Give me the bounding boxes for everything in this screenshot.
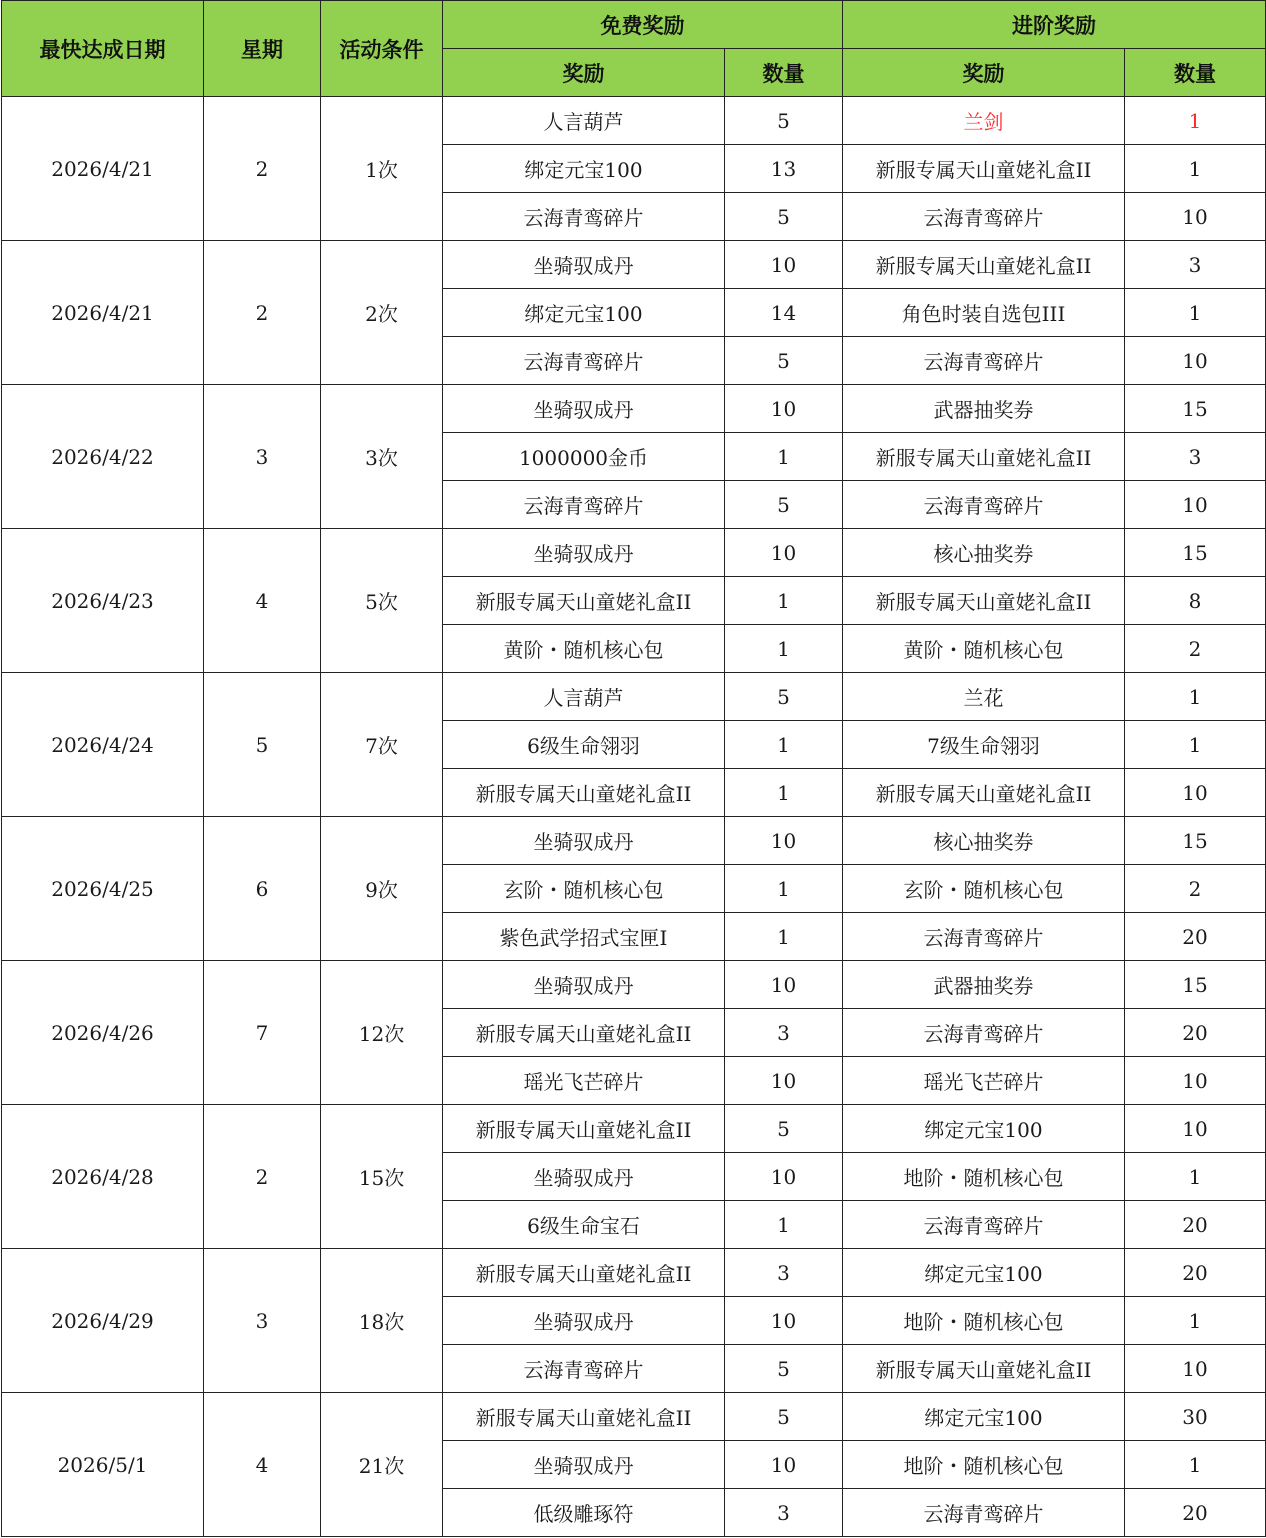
free-quantity-cell: 10 bbox=[725, 1057, 843, 1105]
advanced-reward-cell: 核心抽奖券 bbox=[843, 529, 1125, 577]
free-quantity-cell: 1 bbox=[725, 769, 843, 817]
free-reward-cell: 坐骑驭成丹 bbox=[443, 961, 725, 1009]
advanced-quantity-cell: 10 bbox=[1125, 1345, 1266, 1393]
free-reward-cell: 绑定元宝100 bbox=[443, 145, 725, 193]
advanced-reward-cell: 云海青鸾碎片 bbox=[843, 481, 1125, 529]
free-quantity-cell: 13 bbox=[725, 145, 843, 193]
advanced-reward-cell: 绑定元宝100 bbox=[843, 1393, 1125, 1441]
weekday-cell: 4 bbox=[204, 1393, 321, 1537]
free-quantity-cell: 10 bbox=[725, 817, 843, 865]
free-quantity-cell: 10 bbox=[725, 1153, 843, 1201]
advanced-reward-cell: 武器抽奖券 bbox=[843, 961, 1125, 1009]
table-row bbox=[2, 241, 1266, 289]
free-reward-cell: 新服专属天山童姥礼盒II bbox=[443, 1105, 725, 1153]
advanced-reward-cell: 玄阶・随机核心包 bbox=[843, 865, 1125, 913]
advanced-quantity-cell: 2 bbox=[1125, 865, 1266, 913]
free-quantity-cell: 5 bbox=[725, 1105, 843, 1153]
free-quantity-cell: 10 bbox=[725, 961, 843, 1009]
free-quantity-cell: 10 bbox=[725, 1297, 843, 1345]
header-free-rewards: 免费奖励 bbox=[443, 1, 843, 49]
condition-cell: 9次 bbox=[321, 817, 443, 961]
free-quantity-cell: 14 bbox=[725, 289, 843, 337]
weekday-cell: 3 bbox=[204, 385, 321, 529]
weekday-cell: 3 bbox=[204, 1249, 321, 1393]
free-reward-cell: 坐骑驭成丹 bbox=[443, 1297, 725, 1345]
free-quantity-cell: 5 bbox=[725, 673, 843, 721]
condition-cell: 2次 bbox=[321, 241, 443, 385]
table-row bbox=[2, 529, 1266, 577]
free-reward-cell: 玄阶・随机核心包 bbox=[443, 865, 725, 913]
advanced-quantity-cell: 10 bbox=[1125, 337, 1266, 385]
header-advanced-quantity: 数量 bbox=[1125, 49, 1266, 97]
free-reward-cell: 绑定元宝100 bbox=[443, 289, 725, 337]
free-reward-cell: 新服专属天山童姥礼盒II bbox=[443, 769, 725, 817]
free-reward-cell: 新服专属天山童姥礼盒II bbox=[443, 577, 725, 625]
free-quantity-cell: 10 bbox=[725, 529, 843, 577]
free-quantity-cell: 1 bbox=[725, 721, 843, 769]
header-free-reward: 奖励 bbox=[443, 49, 725, 97]
advanced-reward-cell: 7级生命翎羽 bbox=[843, 721, 1125, 769]
header-condition: 活动条件 bbox=[321, 1, 443, 97]
free-reward-cell: 瑶光飞芒碎片 bbox=[443, 1057, 725, 1105]
condition-cell: 3次 bbox=[321, 385, 443, 529]
advanced-quantity-cell: 20 bbox=[1125, 1489, 1266, 1537]
advanced-reward-cell: 绑定元宝100 bbox=[843, 1249, 1125, 1297]
advanced-reward-cell: 云海青鸾碎片 bbox=[843, 193, 1125, 241]
free-reward-cell: 坐骑驭成丹 bbox=[443, 1441, 725, 1489]
date-cell: 2026/5/1 bbox=[2, 1393, 204, 1537]
free-reward-cell: 人言葫芦 bbox=[443, 673, 725, 721]
free-quantity-cell: 1 bbox=[725, 865, 843, 913]
weekday-cell: 7 bbox=[204, 961, 321, 1105]
advanced-quantity-cell: 20 bbox=[1125, 1249, 1266, 1297]
advanced-reward-cell: 云海青鸾碎片 bbox=[843, 1201, 1125, 1249]
table-row bbox=[2, 385, 1266, 433]
date-cell: 2026/4/24 bbox=[2, 673, 204, 817]
advanced-reward-cell: 新服专属天山童姥礼盒II bbox=[843, 241, 1125, 289]
table-body bbox=[2, 97, 1266, 1537]
advanced-quantity-cell: 8 bbox=[1125, 577, 1266, 625]
free-quantity-cell: 3 bbox=[725, 1009, 843, 1057]
advanced-quantity-cell: 10 bbox=[1125, 481, 1266, 529]
advanced-quantity-cell: 1 bbox=[1125, 1297, 1266, 1345]
advanced-quantity-cell: 3 bbox=[1125, 433, 1266, 481]
free-quantity-cell: 1 bbox=[725, 625, 843, 673]
advanced-quantity-cell: 20 bbox=[1125, 913, 1266, 961]
free-quantity-cell: 5 bbox=[725, 1393, 843, 1441]
date-cell: 2026/4/28 bbox=[2, 1105, 204, 1249]
free-quantity-cell: 1 bbox=[725, 433, 843, 481]
weekday-cell: 5 bbox=[204, 673, 321, 817]
advanced-quantity-cell: 1 bbox=[1125, 721, 1266, 769]
free-quantity-cell: 5 bbox=[725, 337, 843, 385]
condition-cell: 1次 bbox=[321, 97, 443, 241]
free-reward-cell: 人言葫芦 bbox=[443, 97, 725, 145]
header-weekday: 星期 bbox=[204, 1, 321, 97]
date-cell: 2026/4/21 bbox=[2, 241, 204, 385]
advanced-reward-cell: 角色时装自选包III bbox=[843, 289, 1125, 337]
free-quantity-cell: 10 bbox=[725, 1441, 843, 1489]
weekday-cell: 2 bbox=[204, 1105, 321, 1249]
weekday-cell: 2 bbox=[204, 241, 321, 385]
header-advanced-rewards: 进阶奖励 bbox=[843, 1, 1266, 49]
weekday-cell: 2 bbox=[204, 97, 321, 241]
table-row bbox=[2, 1105, 1266, 1153]
advanced-quantity-cell: 20 bbox=[1125, 1009, 1266, 1057]
free-quantity-cell: 5 bbox=[725, 481, 843, 529]
table-row bbox=[2, 1249, 1266, 1297]
table-row bbox=[2, 1393, 1266, 1441]
advanced-quantity-cell: 1 bbox=[1125, 1153, 1266, 1201]
date-cell: 2026/4/21 bbox=[2, 97, 204, 241]
advanced-reward-cell: 绑定元宝100 bbox=[843, 1105, 1125, 1153]
condition-cell: 15次 bbox=[321, 1105, 443, 1249]
free-reward-cell: 云海青鸾碎片 bbox=[443, 481, 725, 529]
free-reward-cell: 坐骑驭成丹 bbox=[443, 817, 725, 865]
advanced-reward-cell: 云海青鸾碎片 bbox=[843, 1489, 1125, 1537]
advanced-quantity-cell: 1 bbox=[1125, 673, 1266, 721]
free-quantity-cell: 3 bbox=[725, 1489, 843, 1537]
free-reward-cell: 坐骑驭成丹 bbox=[443, 241, 725, 289]
free-reward-cell: 坐骑驭成丹 bbox=[443, 1153, 725, 1201]
advanced-quantity-cell: 1 bbox=[1125, 145, 1266, 193]
advanced-quantity-cell: 15 bbox=[1125, 385, 1266, 433]
table-row bbox=[2, 97, 1266, 145]
condition-cell: 7次 bbox=[321, 673, 443, 817]
free-reward-cell: 黄阶・随机核心包 bbox=[443, 625, 725, 673]
advanced-quantity-cell: 10 bbox=[1125, 769, 1266, 817]
free-reward-cell: 6级生命翎羽 bbox=[443, 721, 725, 769]
table-header bbox=[2, 1, 1266, 97]
advanced-reward-cell: 黄阶・随机核心包 bbox=[843, 625, 1125, 673]
advanced-reward-cell: 兰花 bbox=[843, 673, 1125, 721]
free-reward-cell: 1000000金币 bbox=[443, 433, 725, 481]
advanced-quantity-cell: 15 bbox=[1125, 817, 1266, 865]
advanced-reward-cell: 地阶・随机核心包 bbox=[843, 1153, 1125, 1201]
advanced-quantity-cell: 2 bbox=[1125, 625, 1266, 673]
advanced-quantity-cell: 15 bbox=[1125, 529, 1266, 577]
condition-cell: 12次 bbox=[321, 961, 443, 1105]
advanced-reward-cell: 新服专属天山童姥礼盒II bbox=[843, 145, 1125, 193]
advanced-reward-cell: 新服专属天山童姥礼盒II bbox=[843, 577, 1125, 625]
free-quantity-cell: 1 bbox=[725, 577, 843, 625]
header-advanced-reward: 奖励 bbox=[843, 49, 1125, 97]
advanced-reward-cell: 新服专属天山童姥礼盒II bbox=[843, 433, 1125, 481]
free-reward-cell: 坐骑驭成丹 bbox=[443, 529, 725, 577]
free-quantity-cell: 1 bbox=[725, 913, 843, 961]
free-quantity-cell: 1 bbox=[725, 1201, 843, 1249]
advanced-reward-cell: 云海青鸾碎片 bbox=[843, 337, 1125, 385]
advanced-reward-cell: 云海青鸾碎片 bbox=[843, 913, 1125, 961]
weekday-cell: 6 bbox=[204, 817, 321, 961]
date-cell: 2026/4/25 bbox=[2, 817, 204, 961]
header-date: 最快达成日期 bbox=[2, 1, 204, 97]
advanced-quantity-cell: 10 bbox=[1125, 1105, 1266, 1153]
condition-cell: 18次 bbox=[321, 1249, 443, 1393]
free-quantity-cell: 10 bbox=[725, 385, 843, 433]
advanced-quantity-cell: 10 bbox=[1125, 193, 1266, 241]
advanced-quantity-cell: 15 bbox=[1125, 961, 1266, 1009]
advanced-reward-cell: 武器抽奖券 bbox=[843, 385, 1125, 433]
free-reward-cell: 云海青鸾碎片 bbox=[443, 337, 725, 385]
condition-cell: 5次 bbox=[321, 529, 443, 673]
advanced-quantity-cell: 20 bbox=[1125, 1201, 1266, 1249]
date-cell: 2026/4/23 bbox=[2, 529, 204, 673]
advanced-reward-cell: 地阶・随机核心包 bbox=[843, 1297, 1125, 1345]
free-reward-cell: 坐骑驭成丹 bbox=[443, 385, 725, 433]
advanced-quantity-cell: 3 bbox=[1125, 241, 1266, 289]
advanced-quantity-cell: 1 bbox=[1125, 97, 1266, 145]
date-cell: 2026/4/22 bbox=[2, 385, 204, 529]
weekday-cell: 4 bbox=[204, 529, 321, 673]
advanced-reward-cell: 瑶光飞芒碎片 bbox=[843, 1057, 1125, 1105]
advanced-reward-cell: 兰剑 bbox=[843, 97, 1125, 145]
free-reward-cell: 新服专属天山童姥礼盒II bbox=[443, 1393, 725, 1441]
advanced-quantity-cell: 1 bbox=[1125, 289, 1266, 337]
free-quantity-cell: 5 bbox=[725, 193, 843, 241]
table-row bbox=[2, 673, 1266, 721]
free-reward-cell: 新服专属天山童姥礼盒II bbox=[443, 1249, 725, 1297]
advanced-reward-cell: 新服专属天山童姥礼盒II bbox=[843, 769, 1125, 817]
free-quantity-cell: 5 bbox=[725, 97, 843, 145]
condition-cell: 21次 bbox=[321, 1393, 443, 1537]
free-reward-cell: 新服专属天山童姥礼盒II bbox=[443, 1009, 725, 1057]
free-reward-cell: 低级雕琢符 bbox=[443, 1489, 725, 1537]
header-free-quantity: 数量 bbox=[725, 49, 843, 97]
free-reward-cell: 云海青鸾碎片 bbox=[443, 1345, 725, 1393]
free-reward-cell: 云海青鸾碎片 bbox=[443, 193, 725, 241]
advanced-quantity-cell: 30 bbox=[1125, 1393, 1266, 1441]
free-quantity-cell: 3 bbox=[725, 1249, 843, 1297]
free-quantity-cell: 10 bbox=[725, 241, 843, 289]
advanced-reward-cell: 新服专属天山童姥礼盒II bbox=[843, 1345, 1125, 1393]
advanced-quantity-cell: 1 bbox=[1125, 1441, 1266, 1489]
advanced-reward-cell: 地阶・随机核心包 bbox=[843, 1441, 1125, 1489]
date-cell: 2026/4/26 bbox=[2, 961, 204, 1105]
free-reward-cell: 紫色武学招式宝匣I bbox=[443, 913, 725, 961]
reward-table bbox=[1, 0, 1266, 1537]
free-reward-cell: 6级生命宝石 bbox=[443, 1201, 725, 1249]
date-cell: 2026/4/29 bbox=[2, 1249, 204, 1393]
table-row bbox=[2, 961, 1266, 1009]
advanced-reward-cell: 云海青鸾碎片 bbox=[843, 1009, 1125, 1057]
table-row bbox=[2, 817, 1266, 865]
advanced-quantity-cell: 10 bbox=[1125, 1057, 1266, 1105]
free-quantity-cell: 5 bbox=[725, 1345, 843, 1393]
advanced-reward-cell: 核心抽奖券 bbox=[843, 817, 1125, 865]
